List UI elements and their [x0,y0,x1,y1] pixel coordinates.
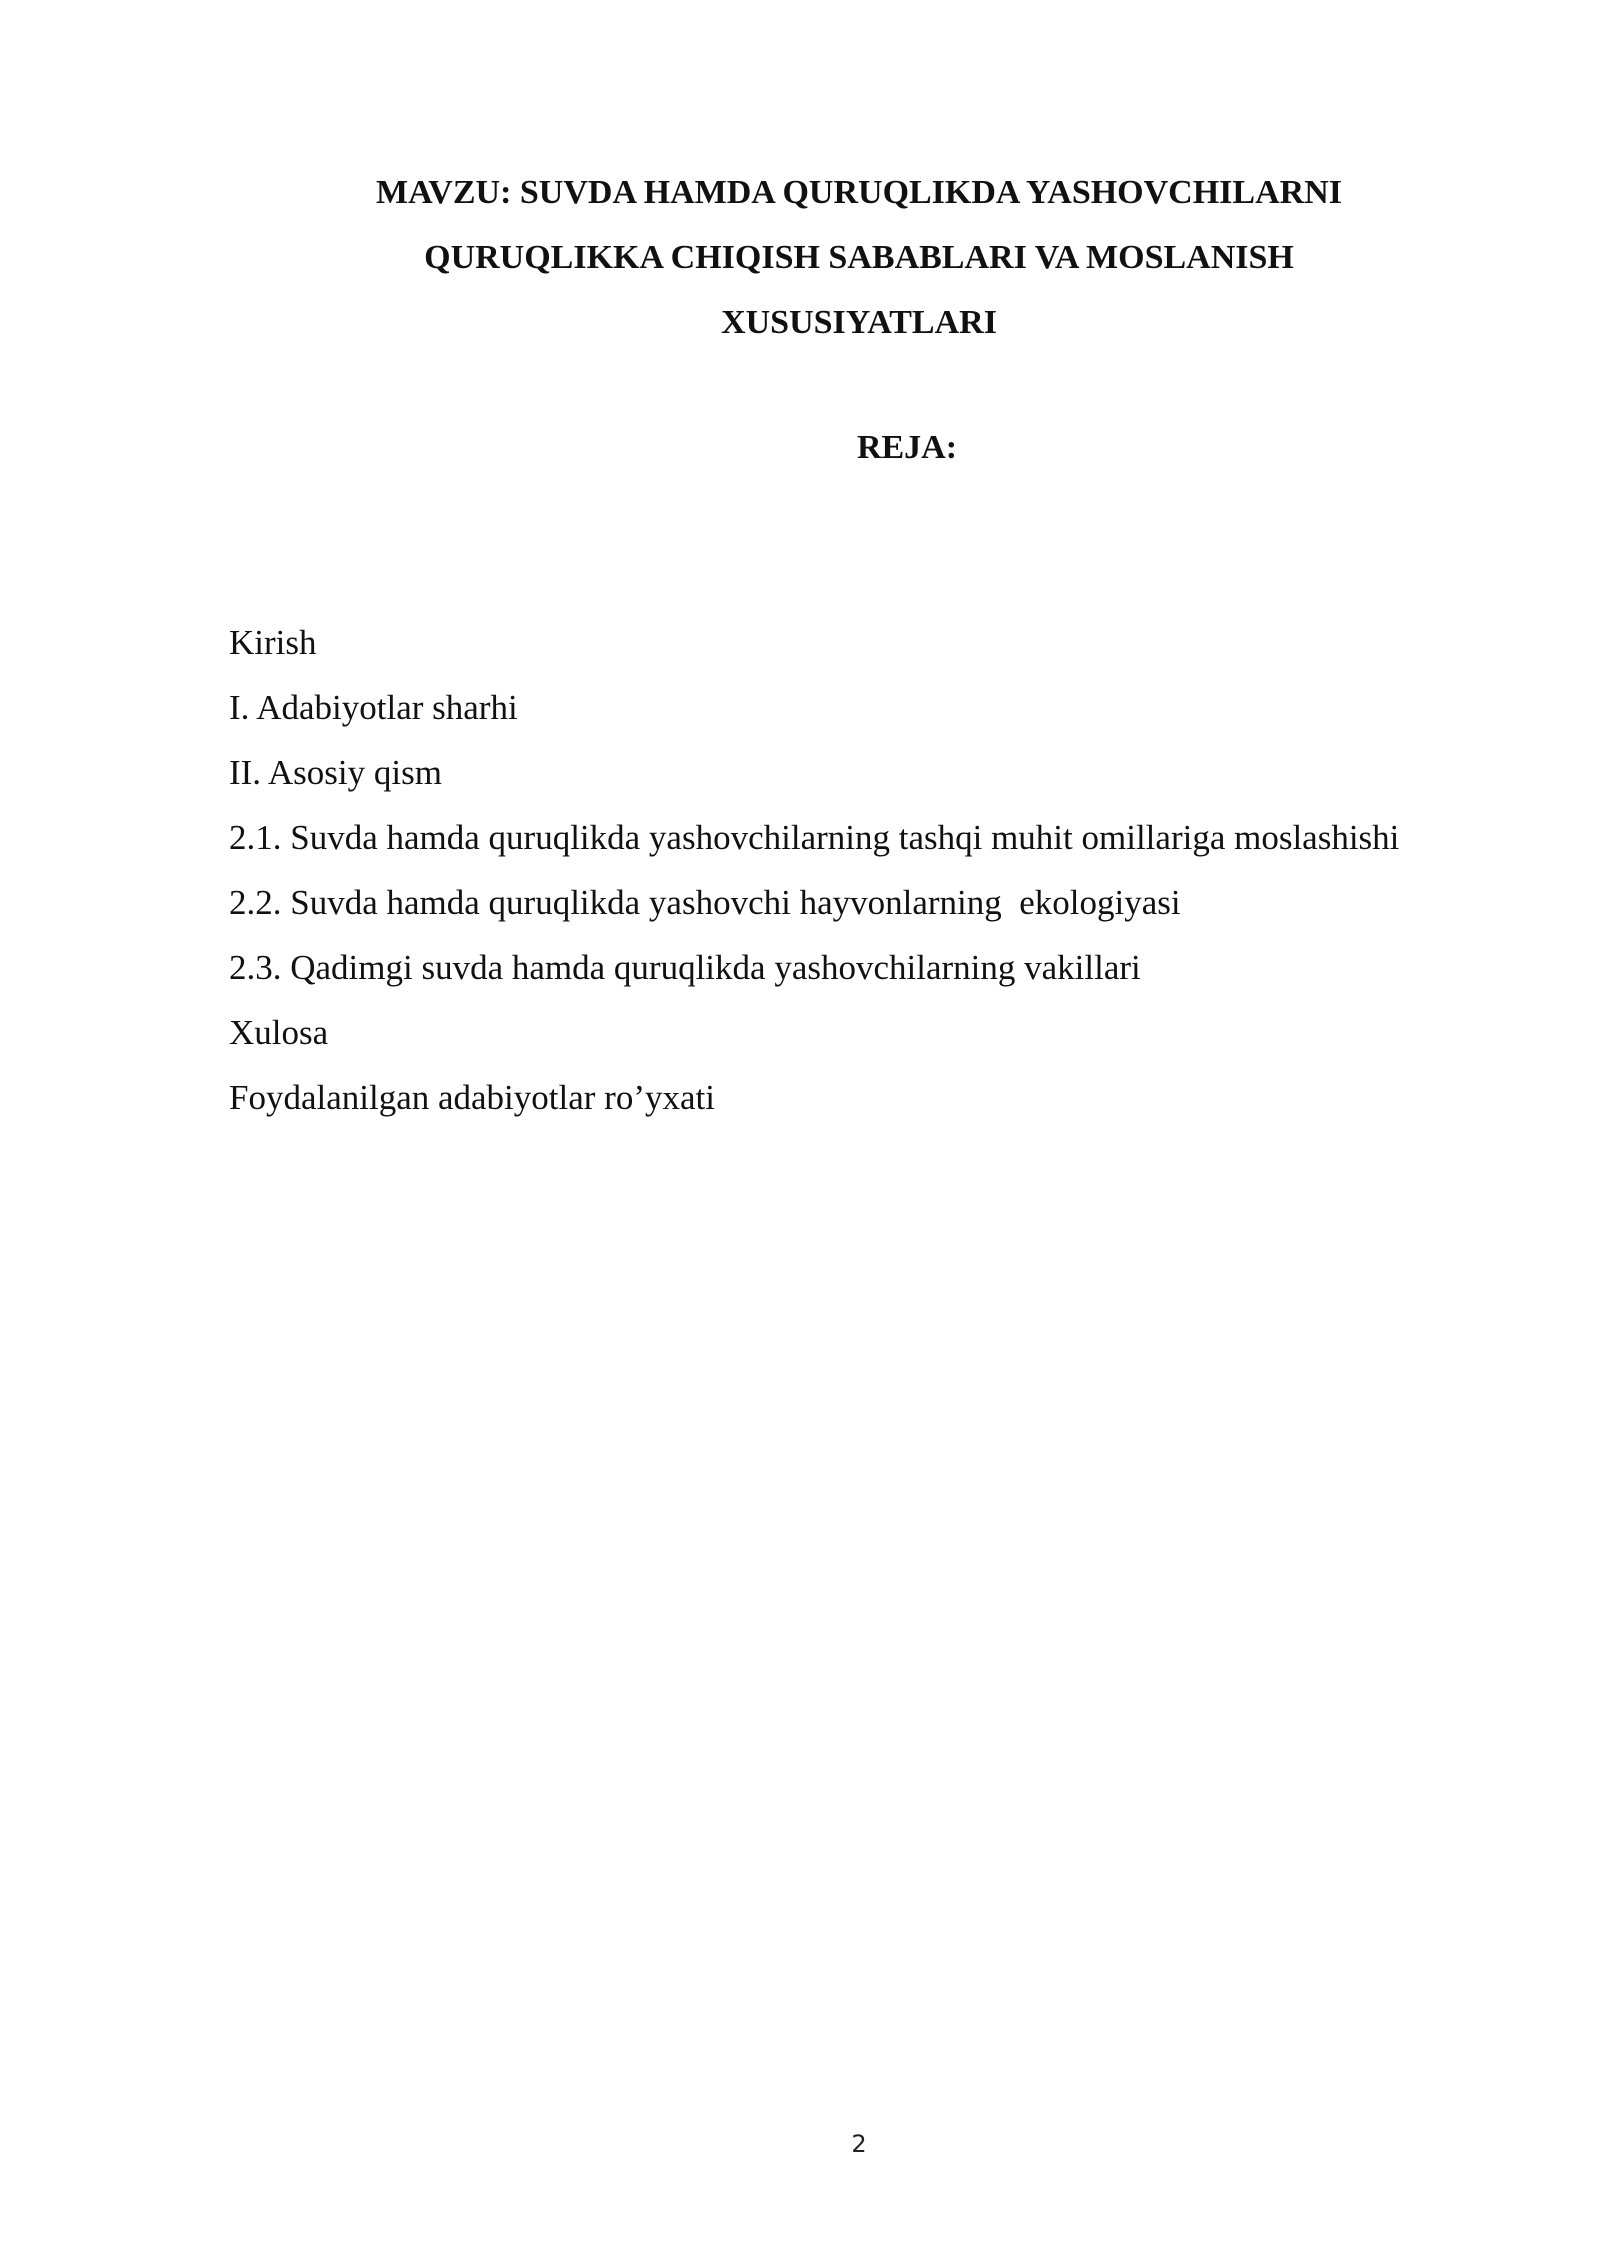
title-line-3: XUSUSIYATLARI [721,304,997,341]
title-line-2: QURUQLIKKA CHIQISH SABABLARI VA MOSLANISH [424,239,1294,276]
plan-item-adabiyotlar-sharhi: I. Adabiyotlar sharhi [229,688,518,727]
plan-item-2-1: 2.1. Suvda hamda quruqlikda yashovchilarning tashqi muhit omillariga moslashishi [229,818,1400,857]
plan-item-asosiy-qism: II. Asosiy qism [229,753,442,792]
document-title [0,160,1600,355]
page-number: 2 [851,2130,867,2158]
plan-item-kirish: Kirish [229,623,317,662]
plan-item-2-2: 2.2. Suvda hamda quruqlikda yashovchi hayvonlarning ekologiyasi [229,883,1181,922]
plan-list [229,610,1569,1130]
plan-item-2-3: 2.3. Qadimgi suvda hamda quruqlikda yashovchilarning vakillari [229,948,1141,987]
plan-heading: REJA: [856,429,958,466]
plan-item-references: Foydalanilgan adabiyotlar ro’yxati [229,1078,715,1117]
title-line-1: MAVZU: SUVDA HAMDA QURUQLIKDA YASHOVCHILARNI [376,174,1342,211]
plan-item-xulosa: Xulosa [229,1013,329,1052]
